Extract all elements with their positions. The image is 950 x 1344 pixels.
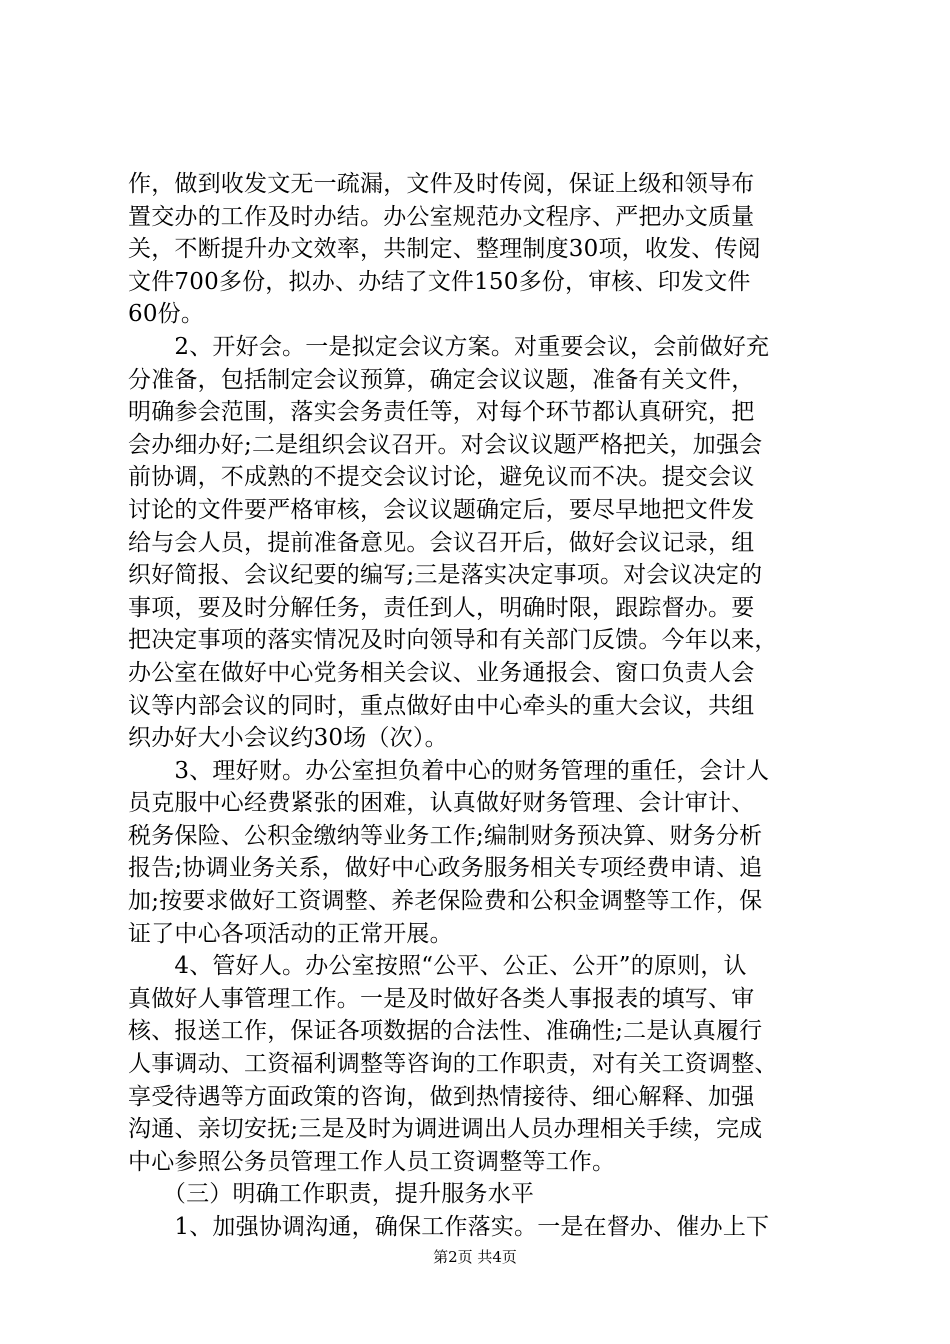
text-line: 享受待遇等方面政策的咨询，做到热情接待、细心解释、加强	[128, 1083, 755, 1110]
text-line: 报告;协调业务关系，做好中心政务服务相关专项经费申请、追	[128, 855, 763, 882]
text-line: 中心参照公务员管理工作人员工资调整等工作。	[128, 1148, 616, 1175]
text-line: 2、开好会。一是拟定会议方案。对重要会议，会前做好充	[128, 333, 770, 360]
text-line: 员克服中心经费紧张的困难，认真做好财务管理、会计审计、	[128, 790, 755, 817]
text-line: 前协调，不成熟的不提交会议讨论，避免议而不决。提交会议	[128, 464, 755, 491]
text-line: 60份。	[128, 301, 205, 328]
text-line: 事项，要及时分解任务，责任到人，明确时限，跟踪督办。要	[128, 594, 755, 621]
text-line: 3、理好财。办公室担负着中心的财务管理的重任，会计人	[128, 757, 770, 784]
text-line: 文件700多份，拟办、办结了文件150多份，审核、印发文件	[128, 268, 751, 295]
text-line: 织办好大小会议约30场（次）。	[128, 725, 448, 752]
text-line: 税务保险、公积金缴纳等业务工作;编制财务预决算、财务分析	[128, 822, 763, 849]
text-line: 1、加强协调沟通，确保工作落实。一是在督办、催办上下	[128, 1214, 770, 1240]
text-line: 真做好人事管理工作。一是及时做好各类人事报表的填写、审	[128, 985, 755, 1012]
text-line: 人事调动、工资福利调整等咨询的工作职责，对有关工资调整、	[128, 1051, 778, 1078]
text-line: 办公室在做好中心党务相关会议、业务通报会、窗口负责人会	[128, 659, 755, 686]
text-line: 4、管好人。办公室按照“公平、公正、公开”的原则，认	[128, 953, 747, 980]
text-line: 沟通、亲切安抚;三是及时为调进调出人员办理相关手续，完成	[128, 1116, 763, 1143]
text-line: 分准备，包括制定会议预算，确定会议议题，准备有关文件，	[128, 366, 755, 393]
text-line: 关，不断提升办文效率，共制定、整理制度30项，收发、传阅	[128, 236, 761, 263]
text-line: 议等内部会议的同时，重点做好由中心牵头的重大会议，共组	[128, 692, 755, 719]
text-line: 加;按要求做好工资调整、养老保险费和公积金调整等工作，保	[128, 888, 763, 915]
text-line: 明确参会范围，落实会务责任等，对每个环节都认真研究，把	[128, 399, 755, 426]
text-line: 作，做到收发文无一疏漏，文件及时传阅，保证上级和领导布	[128, 171, 755, 197]
text-line: 织好简报、会议纪要的编写;三是落实决定事项。对会议决定的	[128, 562, 763, 589]
section-heading: （三）明确工作职责，提升服务水平	[128, 1181, 535, 1208]
text-line: 把决定事项的落实情况及时向领导和有关部门反馈。今年以来，	[128, 627, 778, 654]
text-line: 给与会人员，提前准备意见。会议召开后，做好会议记录，组	[128, 529, 755, 556]
page-footer: 第2页 共4页	[433, 1248, 517, 1266]
body-text	[128, 168, 838, 1244]
text-line: 证了中心各项活动的正常开展。	[128, 920, 453, 947]
text-line: 讨论的文件要严格审核，会议议题确定后，要尽早地把文件发	[128, 496, 755, 523]
text-line: 置交办的工作及时办结。办公室规范办文程序、严把办文质量	[128, 203, 755, 230]
text-line: 核、报送工作，保证各项数据的合法性、准确性;二是认真履行	[128, 1018, 763, 1045]
text-line: 会办细办好;二是组织会议召开。对会议议题严格把关，加强会	[128, 431, 763, 458]
